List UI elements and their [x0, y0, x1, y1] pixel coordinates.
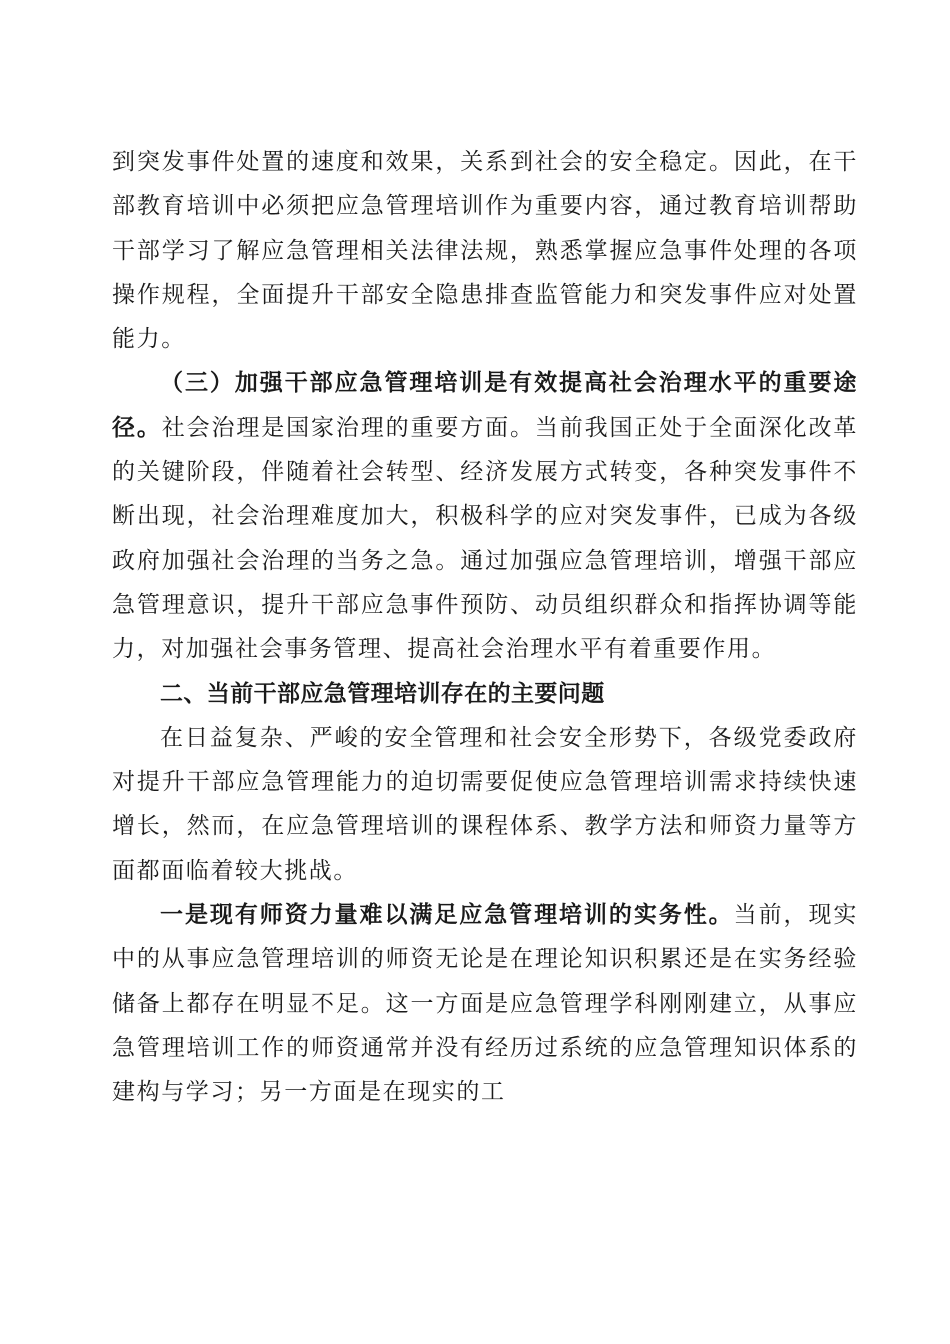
section-three-body: 社会治理是国家治理的重要方面。当前我国正处于全面深化改革的关键阶段，伴随着社会转型、经济发展方式转变，各种突发事件不断出现，社会治理难度加大，积极科学的应对突发事件，已成为各级政府加强社会治理的当务之急。通过加强应急管理培训，增强干部应急管理意识，提升干部应急事件预防、动员组织群众和指挥协调等能力，对加强社会事务管理、提高社会治理水平有着重要作用。 [112, 414, 858, 663]
document-page [112, 140, 858, 1115]
paragraph-problems-intro: 在日益复杂、严峻的安全管理和社会安全形势下，各级党委政府对提升干部应急管理能力的迫切需要促使应急管理培训需求持续快速增长，然而，在应急管理培训的课程体系、教学方法和师资力量等方面都面临着较大挑战。 [112, 724, 858, 884]
paragraph-problem-one [112, 893, 858, 1114]
problem-one-body: 当前，现实中的从事应急管理培训的师资无论是在理论知识积累还是在实务经验储备上都存在明显不足。这一方面是应急管理学科刚刚建立，从事应急管理培训工作的师资通常并没有经历过系统的应急管理知识体系的建构与学习；另一方面是在现实的工 [112, 902, 859, 1106]
section-three-lead: （三）加强干部应急管理培训是有效提高社会治理水平的重要途径。 [112, 369, 858, 441]
paragraph-section-three [112, 361, 858, 671]
paragraph-continuation: 到突发事件处置的速度和效果，关系到社会的安全稳定。因此，在干部教育培训中必须把应急管理培训作为重要内容，通过教育培训帮助干部学习了解应急管理相关法律法规，熟悉掌握应急事件处理的各项操作规程，全面提升干部安全隐患排查监管能力和突发事件应对处置能力。 [112, 149, 858, 353]
problem-one-lead: 一是现有师资力量难以满足应急管理培训的实务性。 [160, 901, 734, 929]
section-heading-two: 二、当前干部应急管理培训存在的主要问题 [160, 680, 605, 707]
